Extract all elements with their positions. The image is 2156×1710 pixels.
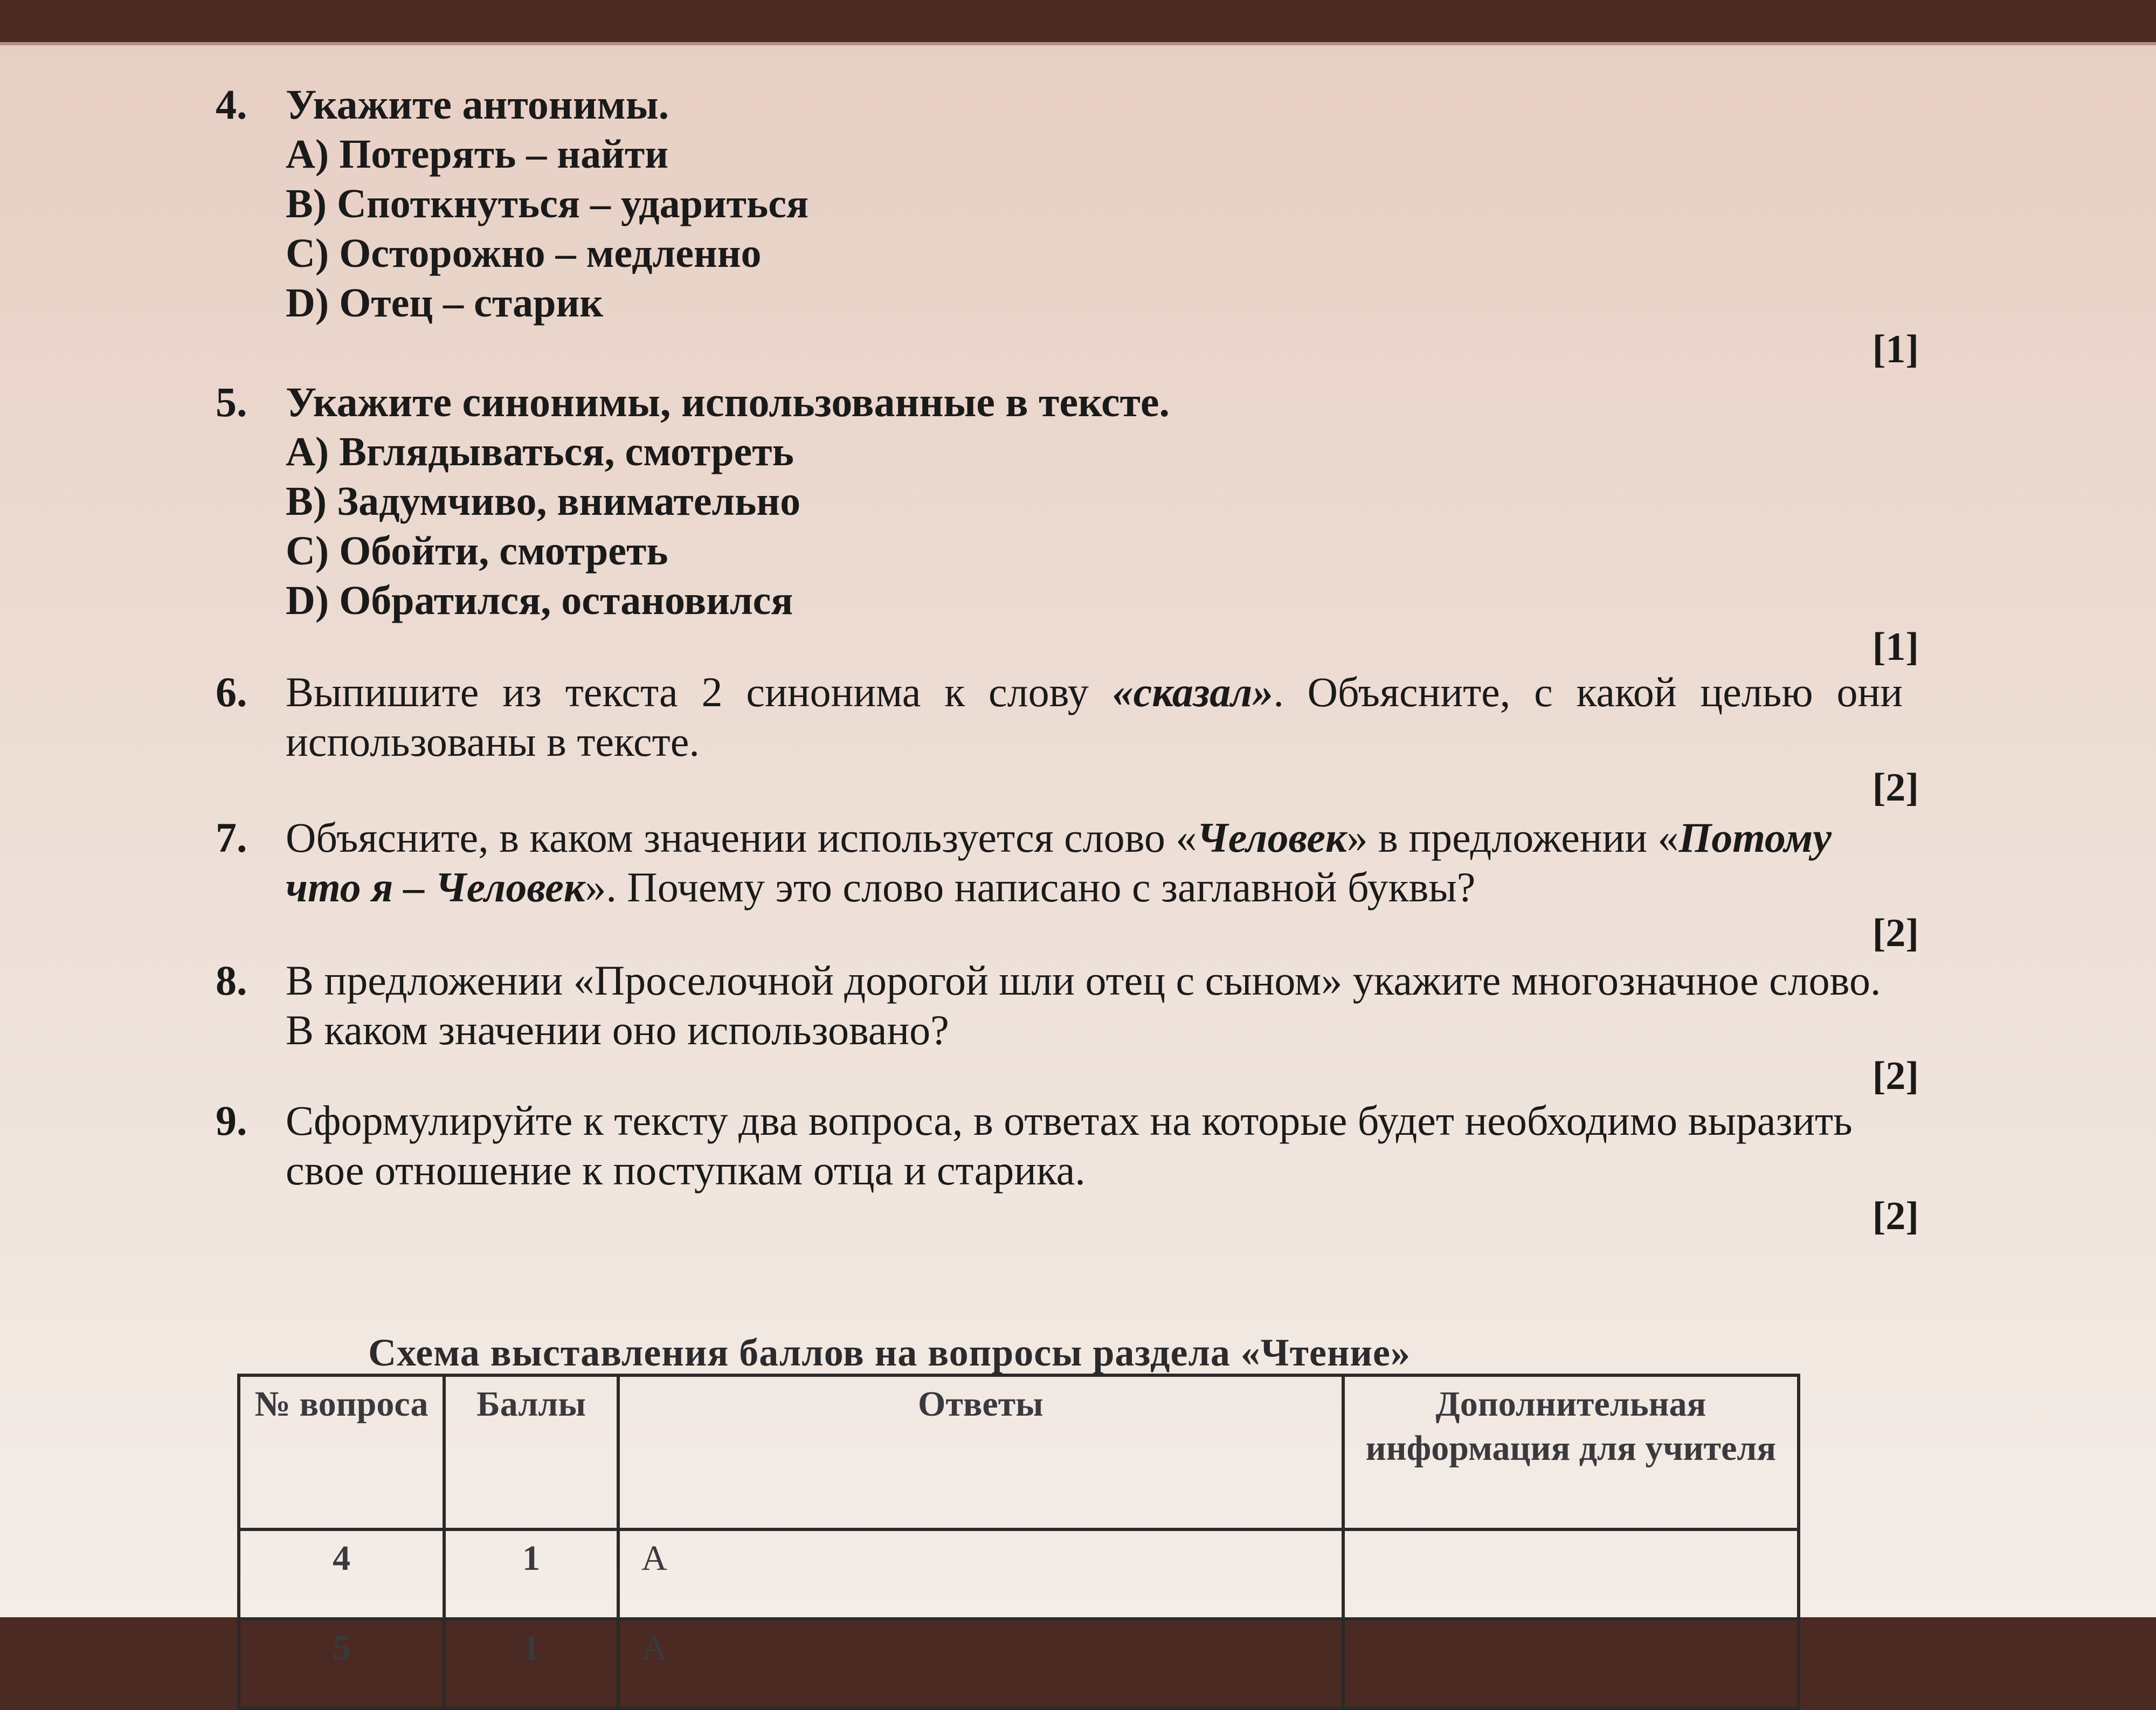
header-teacher-info: Дополнительная информация для учителя <box>1343 1375 1799 1529</box>
question-text <box>286 667 1903 767</box>
question-number: 4. <box>216 81 247 128</box>
option-b: B) Споткнуться – удариться <box>286 181 809 226</box>
header-points: Баллы <box>444 1375 618 1529</box>
options-list <box>286 427 800 625</box>
cell-teacher-info <box>1343 1529 1799 1619</box>
cell-answer: A <box>618 1619 1343 1708</box>
score: [1] <box>1872 327 1919 371</box>
score: [2] <box>1872 1194 1919 1238</box>
option-c: C) Обойти, смотреть <box>286 528 668 574</box>
question-text: Укажите антонимы. <box>286 81 669 128</box>
paper-sheet <box>0 42 2156 1667</box>
score: [2] <box>1872 1054 1919 1098</box>
option-a: A) Вглядываться, смотреть <box>286 429 794 474</box>
question-number: 6. <box>216 668 247 715</box>
text-part: ». Почему это слово написано с заглавной буквы? <box>585 864 1476 911</box>
question-text: Укажите синонимы, использованные в тексте. <box>286 378 1170 425</box>
quoted-sentence: Потому что я – Человек <box>286 814 1832 911</box>
score: [2] <box>1872 766 1919 810</box>
options-list <box>286 129 808 328</box>
cell-question-number: 5 <box>239 1619 444 1708</box>
table-row <box>239 1529 1799 1619</box>
option-a: A) Потерять – найти <box>286 132 668 177</box>
question-number: 8. <box>216 957 247 1004</box>
text-part: » в предложении « <box>1346 814 1679 861</box>
option-c: C) Осторожно – медленно <box>286 231 762 276</box>
table-row <box>239 1619 1799 1708</box>
question-number: 9. <box>216 1097 247 1144</box>
cell-points: 1 <box>444 1529 618 1619</box>
score: [1] <box>1872 625 1919 669</box>
question-text <box>286 813 1903 912</box>
header-question-number: № вопроса <box>239 1375 444 1529</box>
cell-answer: A <box>618 1529 1343 1619</box>
cell-points: 1 <box>444 1619 618 1708</box>
question-text: Сформулируйте к тексту два вопроса, в ответах на которые будет необходимо выразить свое отношение к поступкам отца и старика. <box>286 1097 1853 1194</box>
question-number: 5. <box>216 378 247 425</box>
table-header-row <box>239 1375 1799 1529</box>
option-b: B) Задумчиво, внимательно <box>286 479 801 524</box>
text-part: Выпишите из текста 2 синонима к слову <box>286 668 1112 715</box>
cell-teacher-info <box>1343 1619 1799 1708</box>
score: [2] <box>1872 911 1919 955</box>
header-answers: Ответы <box>618 1375 1343 1529</box>
quoted-word: Человек <box>1197 814 1347 861</box>
text-part: . Объясните, с какой целью они использованы в тексте. <box>286 668 1903 765</box>
grading-table <box>237 1374 1800 1710</box>
quoted-word: «сказал» <box>1112 668 1274 715</box>
table-title: Схема выставления баллов на вопросы раздела «Чтение» <box>368 1331 1411 1374</box>
question-text: В предложении «Проселочной дорогой шли отец с сыном» укажите многозначное слово. В каком значении оно использовано? <box>286 957 1881 1053</box>
question-number: 7. <box>216 814 247 861</box>
option-d: D) Обратился, остановился <box>286 578 793 623</box>
option-d: D) Отец – старик <box>286 280 603 326</box>
cell-question-number: 4 <box>239 1529 444 1619</box>
text-part: Объясните, в каком значении используется слово « <box>286 814 1197 861</box>
